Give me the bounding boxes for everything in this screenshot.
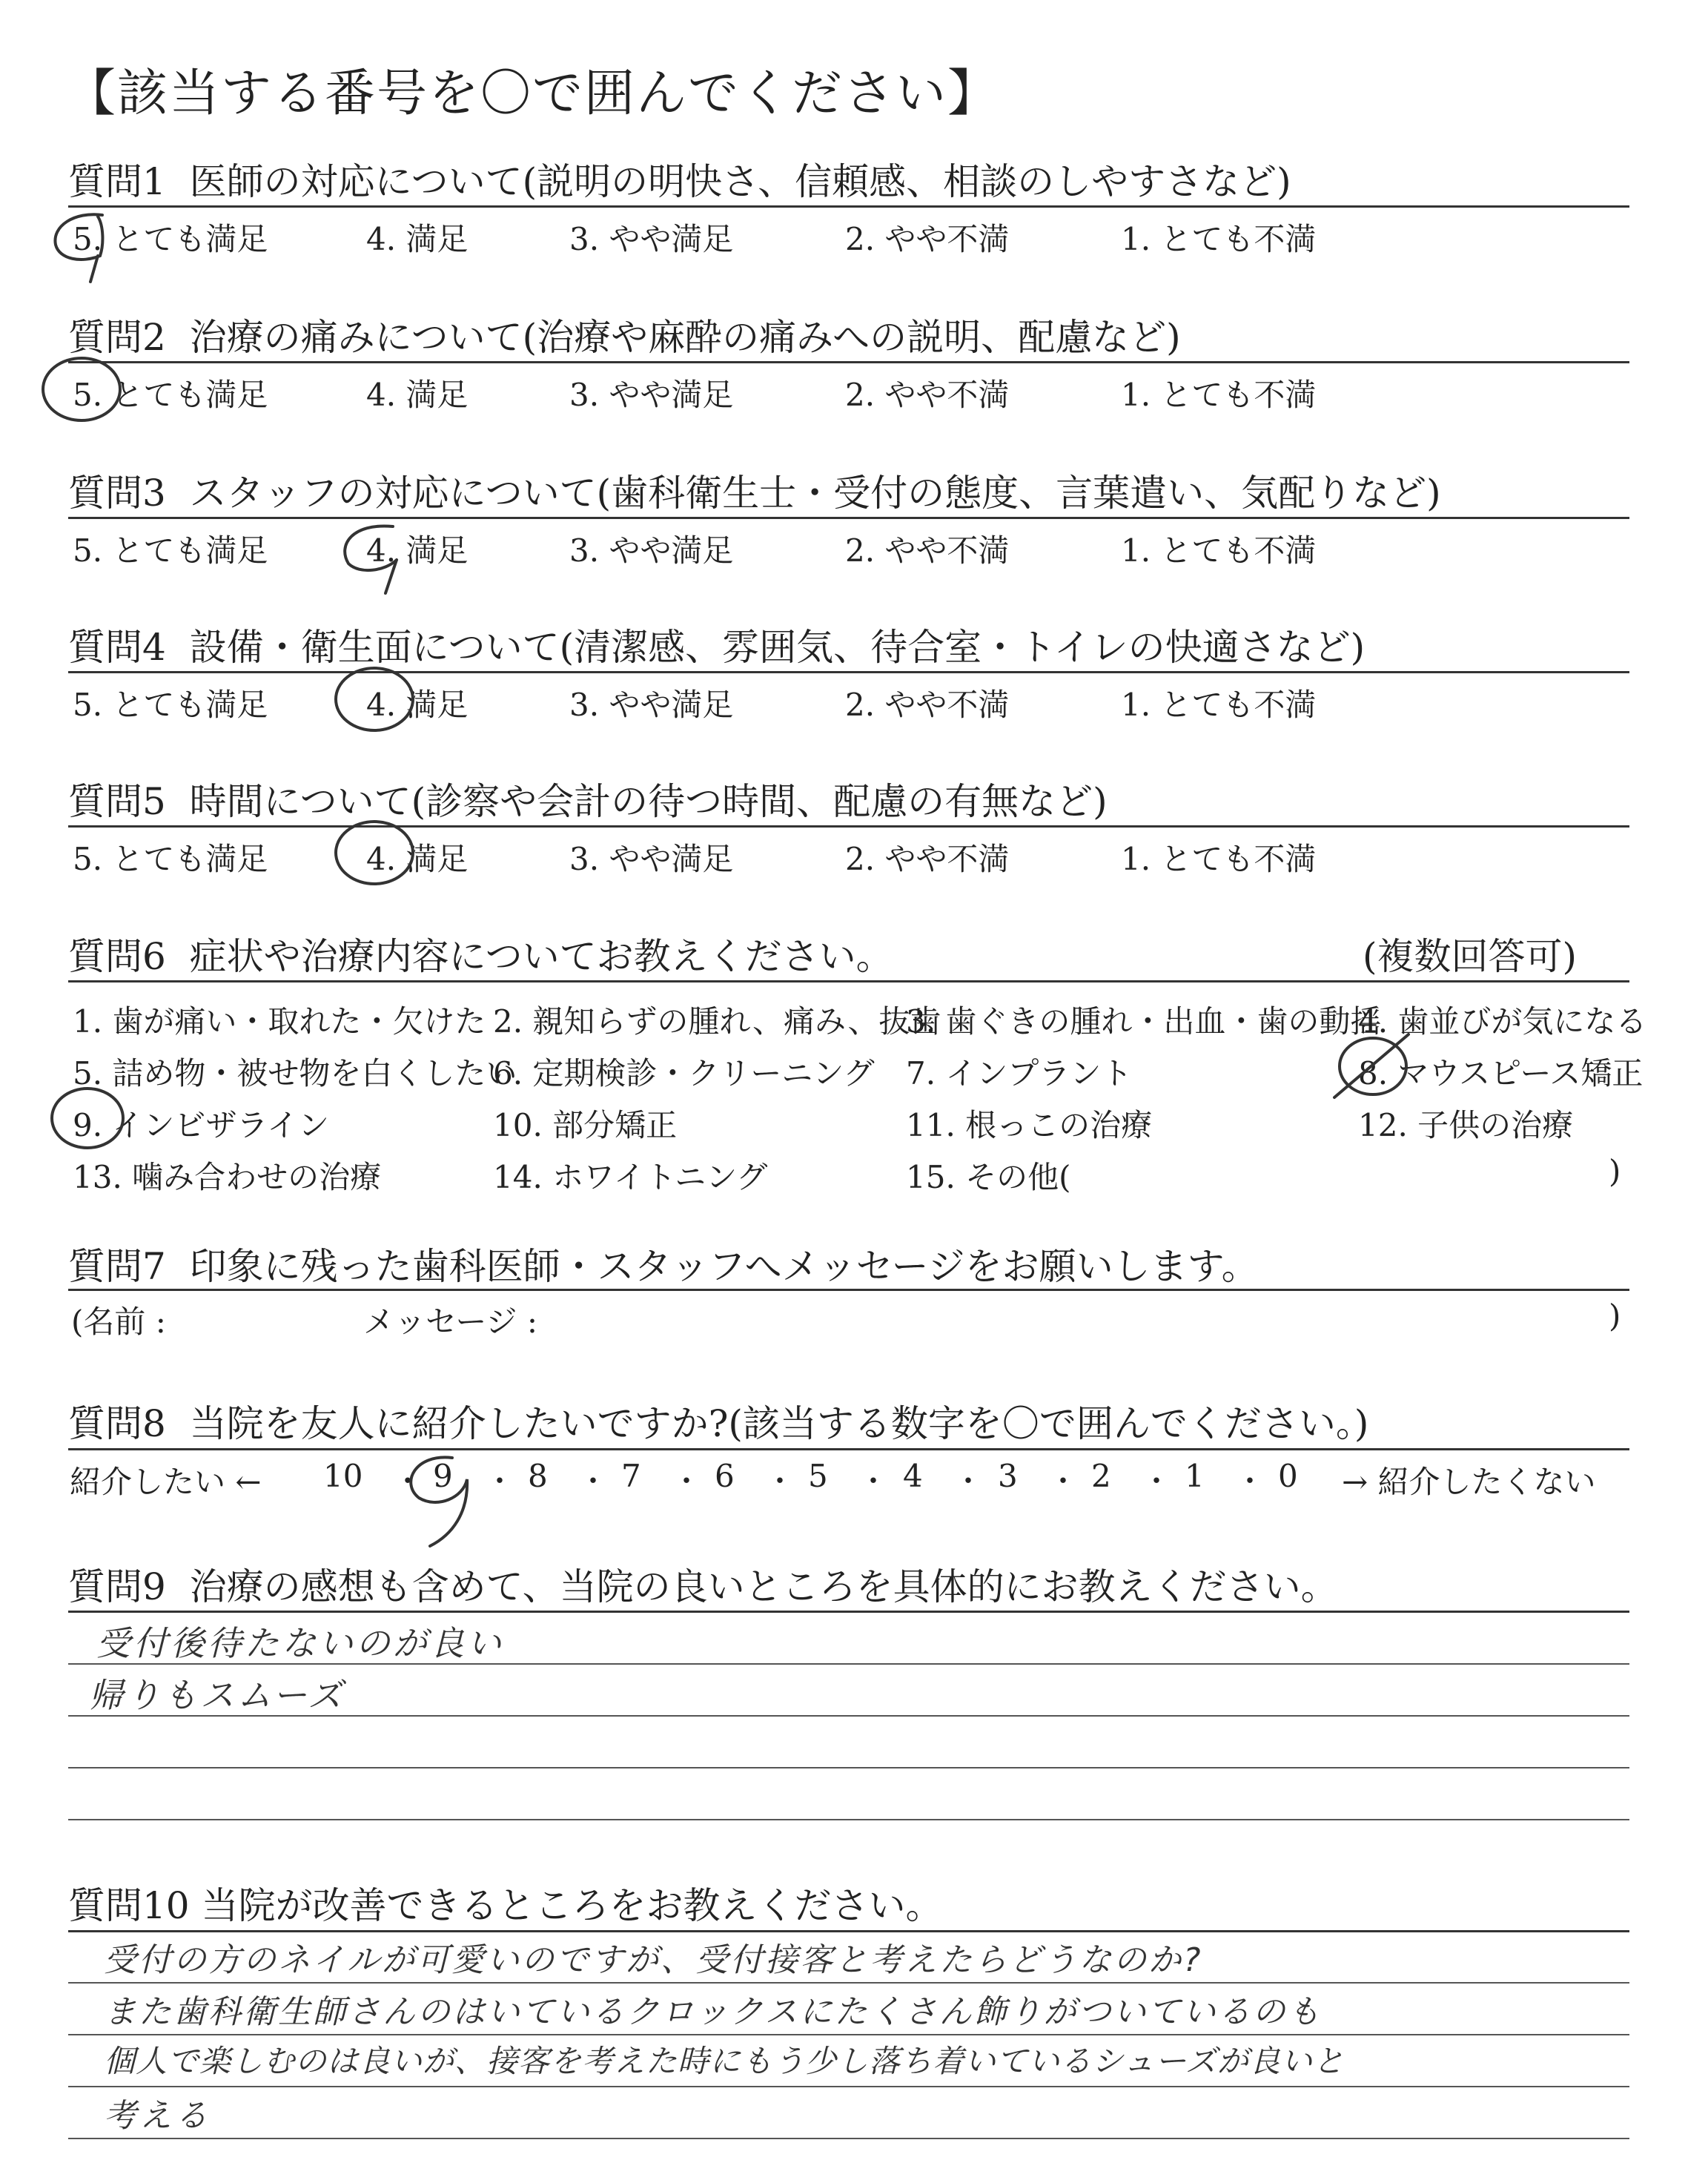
q6-item-13[interactable]: 13. 噛み合わせの治療 bbox=[73, 1159, 382, 1195]
q6-item-3[interactable]: 3. 歯ぐきの腫れ・出血・歯の動揺 bbox=[906, 1003, 1382, 1040]
q2-option-2[interactable]: 2. やや不満 bbox=[845, 377, 1010, 413]
q5-option-3[interactable]: 3. やや満足 bbox=[569, 841, 734, 877]
q6-item-8[interactable]: 8. マウスピース矯正 bbox=[1358, 1055, 1644, 1091]
q2-option-1[interactable]: 1. とても不満 bbox=[1121, 377, 1317, 413]
q2-option-3[interactable]: 3. やや満足 bbox=[569, 377, 734, 413]
q8-number-6[interactable]: 6 bbox=[715, 1458, 735, 1494]
q9-label: 質問9 治療の感想も含めて、当院の良いところを具体的にお教えください。 bbox=[68, 1565, 1338, 1608]
q3-option-1[interactable]: 1. とても不満 bbox=[1121, 532, 1317, 569]
q4-option-4[interactable]: 4. 満足 bbox=[366, 687, 469, 723]
q8-number-4[interactable]: 4 bbox=[903, 1458, 923, 1494]
q3-option-4[interactable]: 4. 満足 bbox=[366, 532, 469, 569]
q9-answer-line-2[interactable]: 帰りもスムーズ bbox=[89, 1675, 345, 1715]
q8-number-2[interactable]: 2 bbox=[1091, 1458, 1111, 1494]
q6-item-6[interactable]: 6. 定期検診・クリーニング bbox=[493, 1055, 875, 1091]
q4-label: 質問4 設備・衛生面について(清潔感、雰囲気、待合室・トイレの快適さなど) bbox=[68, 626, 1366, 669]
q7-name-field[interactable]: (名前 : bbox=[71, 1304, 166, 1340]
q3-option-2[interactable]: 2. やや不満 bbox=[845, 532, 1010, 569]
q6-item-11[interactable]: 11. 根っこの治療 bbox=[906, 1107, 1153, 1143]
q8-number-8[interactable]: 8 bbox=[528, 1458, 548, 1494]
q8-number-3[interactable]: 3 bbox=[998, 1458, 1018, 1494]
q8-right-label: → 紹介したくない bbox=[1342, 1464, 1596, 1500]
q8-number-5[interactable]: 5 bbox=[808, 1458, 828, 1494]
q8-number-7[interactable]: 7 bbox=[621, 1458, 641, 1494]
q4-option-3[interactable]: 3. やや満足 bbox=[569, 687, 734, 723]
q5-label: 質問5 時間について(診察や会計の待つ時間、配慮の有無など) bbox=[68, 780, 1108, 823]
q1-option-3[interactable]: 3. やや満足 bbox=[569, 221, 734, 257]
q10-answer-line-3[interactable]: 個人で楽しむのは良いが、接客を考えた時にもう少し落ち着いているシューズが良いと bbox=[104, 2043, 1345, 2079]
q7-label: 質問7 印象に残った歯科医師・スタッフへメッセージをお願いします。 bbox=[68, 1245, 1259, 1288]
q6-item-15[interactable]: 15. その他( bbox=[906, 1159, 1071, 1195]
q6-item-10[interactable]: 10. 部分矯正 bbox=[493, 1107, 678, 1143]
q2-option-4[interactable]: 4. 満足 bbox=[366, 377, 469, 413]
q8-number-0[interactable]: 0 bbox=[1278, 1458, 1298, 1494]
q8-number-9[interactable]: 9 bbox=[433, 1458, 453, 1494]
q8-left-label: 紹介したい ← bbox=[70, 1464, 262, 1500]
q2-option-5[interactable]: 5. とても満足 bbox=[73, 377, 268, 413]
q6-item-12[interactable]: 12. 子供の治療 bbox=[1358, 1107, 1574, 1143]
q5-option-5[interactable]: 5. とても満足 bbox=[73, 841, 268, 877]
q6-item-2[interactable]: 2. 親知らずの腫れ、痛み、抜歯 bbox=[493, 1003, 941, 1040]
q4-option-5[interactable]: 5. とても満足 bbox=[73, 687, 268, 723]
q6-item-4[interactable]: 4. 歯並びが気になる bbox=[1358, 1003, 1647, 1040]
q1-option-2[interactable]: 2. やや不満 bbox=[845, 221, 1010, 257]
q10-answer-line-4[interactable]: 考える bbox=[104, 2097, 211, 2135]
q1-label: 質問1 医師の対応について(説明の明快さ、信頼感、相談のしやすさなど) bbox=[68, 160, 1291, 203]
q5-option-4[interactable]: 4. 満足 bbox=[366, 841, 469, 877]
q3-option-5[interactable]: 5. とても満足 bbox=[73, 532, 268, 569]
q8-label: 質問8 当院を友人に紹介したいですか?(該当する数字を〇で囲んでください。) bbox=[68, 1402, 1369, 1445]
q5-option-1[interactable]: 1. とても不満 bbox=[1121, 841, 1317, 877]
q1-option-5[interactable]: 5. とても満足 bbox=[73, 221, 268, 257]
q6-other-close-paren: ) bbox=[1609, 1153, 1621, 1189]
q10-answer-line-1[interactable]: 受付の方のネイルが可愛いのですが、受付接客と考えたらどうなのか? bbox=[104, 1941, 1203, 1979]
q6-label: 質問6 症状や治療内容についてお教えください。 bbox=[68, 935, 893, 978]
q10-label: 質問10 当院が改善できるところをお教えください。 bbox=[68, 1884, 943, 1927]
q2-label: 質問2 治療の痛みについて(治療や麻酔の痛みへの説明、配慮など) bbox=[68, 316, 1181, 359]
q8-number-1[interactable]: 1 bbox=[1185, 1458, 1205, 1494]
q8-number-10[interactable]: 10 bbox=[323, 1458, 363, 1494]
form-title: 【該当する番号を〇で囲んでください】 bbox=[65, 65, 1000, 123]
q7-close-paren: ) bbox=[1609, 1298, 1621, 1334]
q3-label: 質問3 スタッフの対応について(歯科衛生士・受付の態度、言葉遣い、気配りなど) bbox=[68, 472, 1441, 515]
q1-option-1[interactable]: 1. とても不満 bbox=[1121, 221, 1317, 257]
q4-option-2[interactable]: 2. やや不満 bbox=[845, 687, 1010, 723]
q6-item-9[interactable]: 9. インビザライン bbox=[73, 1107, 330, 1143]
q6-item-5[interactable]: 5. 詰め物・被せ物を白くしたい bbox=[73, 1055, 517, 1091]
q5-option-2[interactable]: 2. やや不満 bbox=[845, 841, 1010, 877]
q6-multi-note: (複数回答可) bbox=[1363, 935, 1578, 978]
q6-item-14[interactable]: 14. ホワイトニング bbox=[493, 1159, 768, 1195]
q6-item-7[interactable]: 7. インプラント bbox=[906, 1055, 1133, 1091]
q1-option-4[interactable]: 4. 満足 bbox=[366, 221, 469, 257]
q6-item-1[interactable]: 1. 歯が痛い・取れた・欠けた bbox=[73, 1003, 486, 1040]
q4-option-1[interactable]: 1. とても不満 bbox=[1121, 687, 1317, 723]
q10-answer-line-2[interactable]: また歯科衛生師さんのはいているクロックスにたくさん飾りがついているのも bbox=[104, 1993, 1323, 2031]
q7-message-field[interactable]: メッセージ : bbox=[363, 1304, 537, 1340]
q9-answer-line-1[interactable]: 受付後待たないのが良い bbox=[96, 1623, 504, 1663]
q3-option-3[interactable]: 3. やや満足 bbox=[569, 532, 734, 569]
